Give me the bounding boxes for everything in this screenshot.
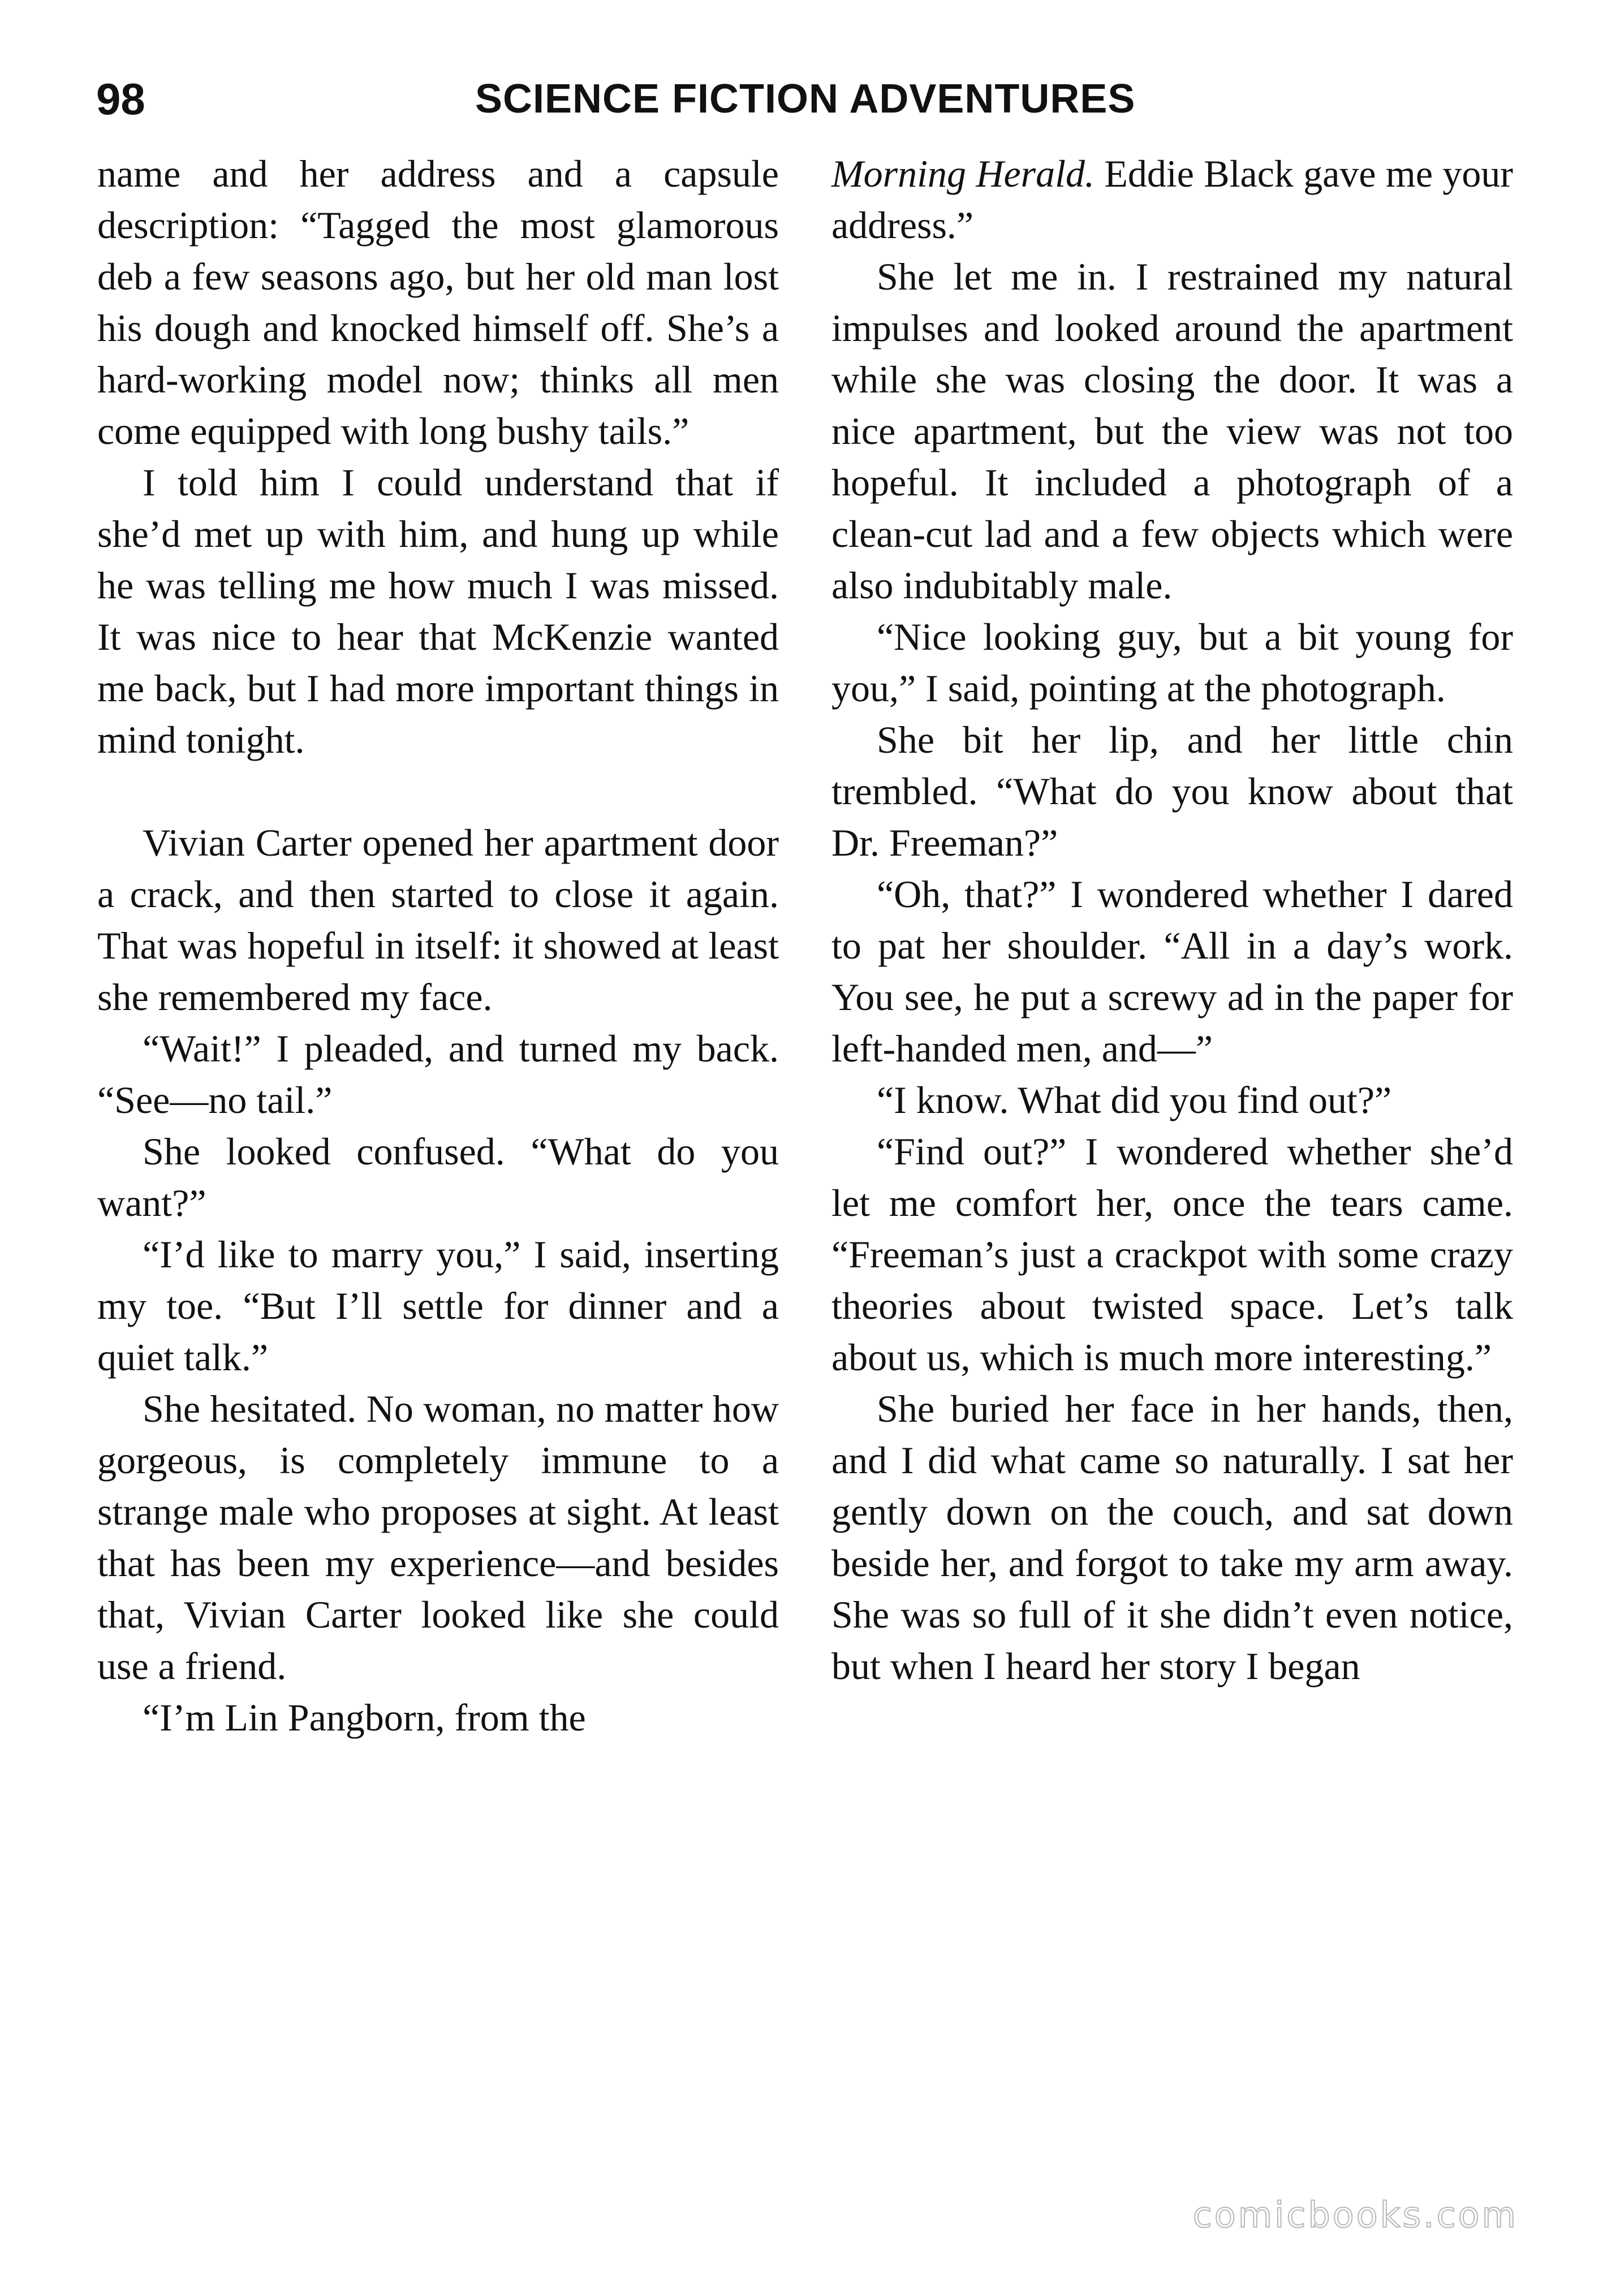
running-head: SCIENCE FICTION ADVENTURES xyxy=(475,76,1136,122)
paragraph: “I know. What did you find out?” xyxy=(877,1078,1392,1121)
paragraph: name and her address and a capsule description: “Tagged the most glamorous deb a few seasons ago, but her old man lost his dough and knocked himself off. She’s a hard-working model now; thinks all men come equipped with long bushy tails.” xyxy=(97,152,779,452)
paragraph: “Wait!” I pleaded, and turned my back. “See—no tail.” xyxy=(97,1027,779,1121)
paragraph: She buried her face in her hands, then, and I did what came so naturally. I sat her gently down on the couch, and sat down beside her, and forgot to take my arm away. She was so full of it she didn’t even notice, but when I heard her story I began xyxy=(831,1387,1513,1688)
paragraph: She hesitated. No woman, no matter how gorgeous, is completely immune to a strange male who proposes at sight. At least that has been my experience—and besides that, Vivian Carter looked like she could use a friend. xyxy=(97,1387,779,1688)
paragraph: She bit her lip, and her little chin trembled. “What do you know about that Dr. Freeman?” xyxy=(831,718,1513,864)
paragraph: I told him I could understand that if she’d met up with him, and hung up while he was telling me how much I was missed. It was nice to hear that McKenzie wanted me back, but I had more important things in mind tonight. xyxy=(97,461,779,761)
paragraph: “Find out?” I wondered whether she’d let me comfort her, once the tears came. “Freeman’s just a crackpot with some crazy theories about twisted space. Let’s talk about us, which is much more interesting.” xyxy=(831,1130,1513,1379)
paragraph: She looked confused. “What do you want?” xyxy=(97,1130,779,1224)
newspaper-name: Morning Herald. xyxy=(831,152,1094,195)
left-text-column xyxy=(97,148,779,1743)
paragraph: “I’d like to marry you,” I said, inserting my toe. “But I’ll settle for dinner and a quiet talk.” xyxy=(97,1233,779,1379)
paragraph: “Nice looking guy, but a bit young for you,” I said, pointing at the photograph. xyxy=(831,615,1513,710)
paragraph xyxy=(831,148,1513,251)
right-text-column xyxy=(831,148,1513,1692)
paragraph: “I’m Lin Pangborn, from the xyxy=(143,1696,586,1739)
watermark: comicbooks.com xyxy=(1192,2194,1518,2235)
paragraph-continuation: Eddie Black gave me your address.” xyxy=(831,152,1513,247)
paragraph: She let me in. I restrained my natural impulses and looked around the apartment while she was closing the door. It was a nice apartment, but the view was not too hopeful. It included a photograph of a clean-cut lad and a few objects which were also indubitably male. xyxy=(831,255,1513,607)
paragraph: Vivian Carter opened her apartment door a crack, and then started to close it again. That was hopeful in itself: it showed at least she remembered my face. xyxy=(97,821,779,1018)
page-header xyxy=(96,68,1539,141)
page-number: 98 xyxy=(96,74,145,124)
paragraph: “Oh, that?” I wondered whether I dared to pat her shoulder. “All in a day’s work. You see, he put a screwy ad in the paper for left-handed men, and—” xyxy=(831,873,1513,1070)
